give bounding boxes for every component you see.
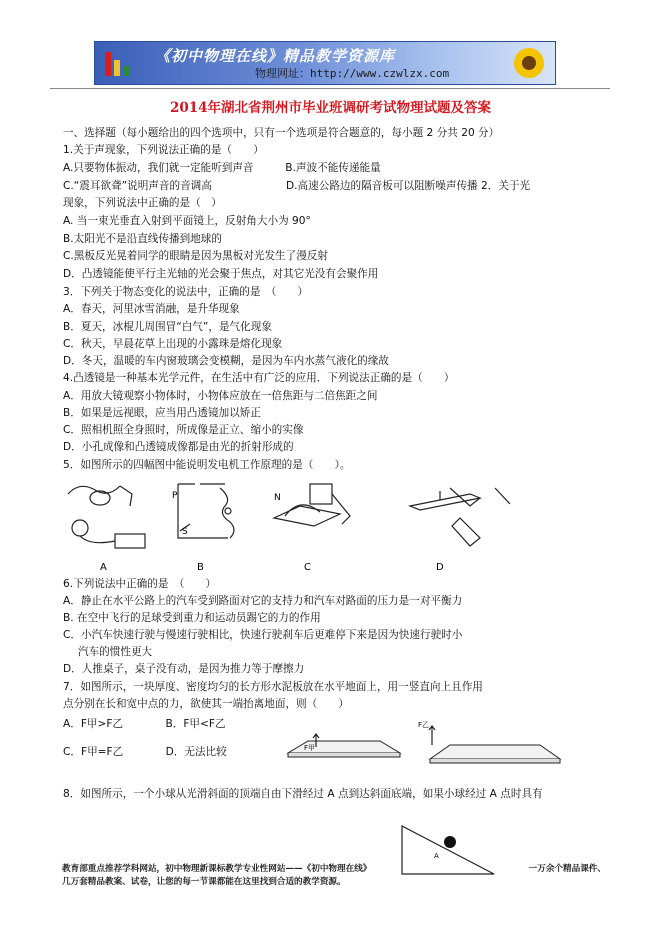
- banner-url[interactable]: 物理网址：http://www.czwlzx.com: [255, 67, 450, 80]
- question-1: 1.关于声现象，下列说法正确的是（ ）: [63, 144, 264, 156]
- footer-line-2: 几万套精品教案、试卷，让您的每一节课都能在这里找到合适的教学资源。: [62, 877, 346, 887]
- footer-line-1-right: 一万余个精品课件、: [528, 864, 606, 874]
- figure-d: [410, 488, 510, 546]
- question-4: 4.凸透镜是一种基本光学元件，在生活中有广泛的应用．下列说法正确的是（ ）: [63, 372, 455, 384]
- q3-option-a: A．春天，河里冰雪消融，是升华现象: [63, 303, 240, 315]
- q7-figures: [280, 715, 580, 775]
- q6-option-c-cont: 汽车的惯性更大: [78, 646, 153, 658]
- q3-option-c: C．秋天，早晨花草上出现的小露珠是熔化现象: [63, 338, 283, 350]
- force-yi-label: F乙: [418, 721, 430, 729]
- question-3: 3．下列关于物态变化的说法中，正确的是 （ ）: [63, 286, 309, 298]
- figure-c: [274, 484, 350, 526]
- figure-a: [68, 486, 145, 548]
- q3-option-b: B．夏天，冰棍儿周围冒“白气”，是气化现象: [63, 321, 272, 333]
- q2-option-a: A. 当一束光垂直入射到平面镜上，反射角大小为 90°: [63, 215, 311, 227]
- q7-options-ab: A．F甲>F乙 B．F甲<F乙: [63, 718, 226, 730]
- q3-option-d: D．冬天，温暖的车内窗玻璃会变模糊，是因为车内水蒸气液化的缘故: [63, 355, 389, 367]
- figure-label-b: B: [197, 562, 204, 573]
- q4-option-d: D．小孔成像和凸透镜成像都是由光的折射形成的: [63, 441, 294, 453]
- slab-right: [430, 745, 560, 759]
- q6-option-d: D．人推桌子，桌子没有动，是因为推力等于摩擦力: [63, 663, 305, 675]
- header-rule: [50, 88, 610, 89]
- q6-option-b: B. 在空中飞行的足球受到重力和运动员踢它的力的作用: [63, 612, 321, 624]
- label-s: S: [182, 527, 188, 537]
- q4-option-b: B．如果是远视眼，应当用凸透镜加以矫正: [63, 407, 261, 419]
- q6-option-a: A．静止在水平公路上的汽车受到路面对它的支持力和汽车对路面的压力是一对平衡力: [63, 595, 463, 607]
- q2-option-c: C.黑板反光晃着同学的眼睛是因为黑板对光发生了漫反射: [63, 250, 329, 262]
- q1-options-ab: A.只要物体振动，我们就一定能听到声音 B.声波不能传递能量: [63, 162, 381, 174]
- site-logo-icon: [103, 46, 137, 80]
- figure-label-d: D: [436, 562, 444, 573]
- force-jia-label: F甲: [304, 744, 316, 752]
- sunflower-icon: [509, 44, 549, 82]
- section-heading: 一、选择题（每小题给出的四个选项中，只有一个选项是符合题意的，每小题 2 分共 20 分）: [63, 127, 500, 139]
- question-8: 8．如图所示，一个小球从光滑斜面的顶端自由下滑经过 A 点到达斜面底端，如果小球经过 A 点时具有: [63, 788, 543, 800]
- banner-title: 《初中物理在线》精品教学资源库: [155, 47, 396, 65]
- q2-option-b: B.太阳光不是沿直线传播到地球的: [63, 233, 222, 245]
- page-footer: [62, 863, 606, 889]
- figure-label-a: A: [100, 562, 107, 573]
- q1-options-cd: C.“震耳欲聋”说明声音的音调高 D.高速公路边的隔音板可以阻断噪声传播 2．关于光: [63, 180, 531, 192]
- q2-option-d: D．凸透镜能使平行主光轴的光会聚于焦点，对其它光没有会聚作用: [63, 268, 379, 280]
- q6-option-c: C．小汽车快速行驶与慢速行驶相比，快速行驶刹车后更难停下来是因为快速行驶时小: [63, 629, 463, 641]
- point-a-label: A: [434, 852, 439, 860]
- q7-options-cd: C．F甲=F乙 D．无法比较: [63, 746, 227, 758]
- label-p: P: [172, 491, 178, 501]
- document-title: 2014年湖北省荆州市毕业班调研考试物理试题及答案: [169, 100, 492, 116]
- ball-icon: [444, 836, 456, 848]
- q4-option-a: A．用放大镜观察小物体时，小物体应放在一倍焦距与二倍焦距之间: [63, 390, 378, 402]
- question-5: 5．如图所示的四幅图中能说明发电机工作原理的是（ ）。: [63, 459, 351, 471]
- site-banner: [94, 41, 556, 85]
- label-n: N: [274, 493, 281, 503]
- figure-label-c: C: [304, 562, 311, 573]
- footer-line-1: 教育部重点推荐学科网站，初中物理新课标教学专业性网站——《初中物理在线》: [62, 864, 372, 874]
- q4-option-c: C．照相机照全身照时，所成像是正立、缩小的实像: [63, 424, 304, 436]
- question-2-cont: 现象，下列说法中正确的是（ ）: [63, 197, 222, 209]
- q5-figures: [60, 476, 580, 576]
- question-7: 7．如图所示，一块厚度、密度均匀的长方形水泥板放在水平地面上，用一竖直向上且作用: [63, 681, 483, 693]
- question-7-cont: 点分别在长和宽中点的力，欲使其一端抬离地面，则（ ）: [63, 698, 350, 710]
- question-6: 6.下列说法中正确的是 （ ）: [63, 578, 217, 590]
